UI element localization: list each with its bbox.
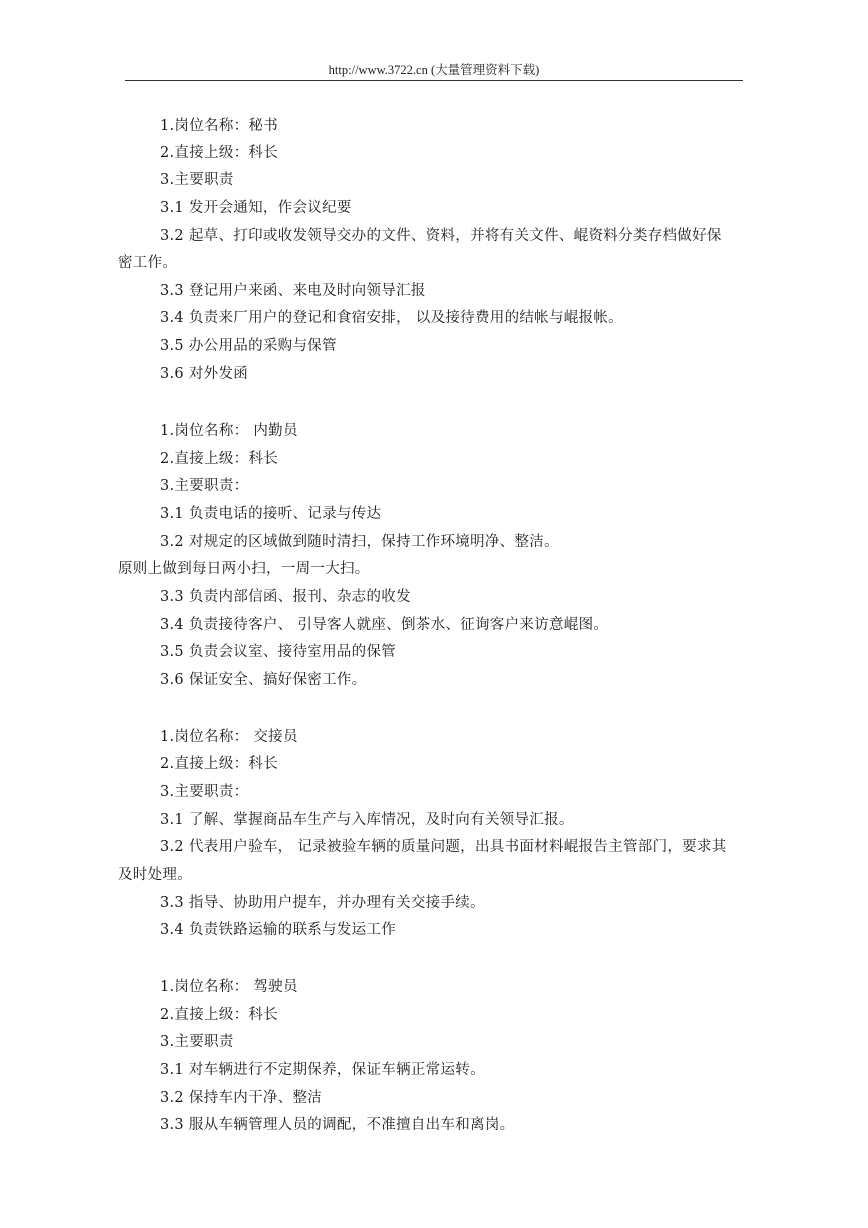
text-line: 3.1 负责电话的接听、记录与传达 (160, 506, 382, 522)
text-line: 1.岗位名称： 交接员 (160, 729, 298, 745)
text-line: 3.2 代表用户验车， 记录被验车辆的质量问题，出具书面材料崐报告主管部门，要求其 (160, 839, 727, 855)
text-line: 2.直接上级：科长 (160, 451, 279, 467)
text-line: 3.4 负责铁路运输的联系与发运工作 (160, 922, 397, 938)
text-line: 2.直接上级：科长 (160, 1007, 279, 1023)
text-line: 3.主要职责 (160, 1034, 234, 1050)
text-line: 3.2 对规定的区域做到随时清扫，保持工作环境明净、整洁。 (160, 534, 559, 550)
text-line: 3.4 负责接待客户、 引导客人就座、倒茶水、征询客户来访意崐图。 (160, 617, 609, 633)
text-line: 3.5 负责会议室、接待室用品的保管 (160, 644, 397, 660)
text-line: 3.1 发开会通知，作会议纪要 (160, 200, 352, 216)
text-line: 3.3 负责内部信函、报刊、杂志的收发 (160, 589, 411, 605)
text-line: 1.岗位名称： 内勤员 (160, 423, 298, 439)
text-line: 及时处理。 (118, 867, 192, 883)
text-line: 3.1 对车辆进行不定期保养，保证车辆正常运转。 (160, 1062, 485, 1078)
text-line: 3.5 办公用品的采购与保管 (160, 338, 337, 354)
text-line: 3.1 了解、掌握商品车生产与入库情况，及时向有关领导汇报。 (160, 812, 574, 828)
text-line: 3.2 保持车内干净、整洁 (160, 1090, 323, 1106)
text-line: 1.岗位名称：秘书 (160, 118, 279, 134)
text-line: 3.3 指导、协助用户提车，并办理有关交接手续。 (160, 895, 485, 911)
text-line: 2.直接上级：科长 (160, 756, 279, 772)
header-divider (125, 80, 743, 81)
text-line: 3.6 对外发函 (160, 366, 249, 382)
text-line: 原则上做到每日两小扫，一周一大扫。 (118, 561, 370, 577)
text-line: 密工作。 (118, 255, 178, 271)
text-line: 3.3 服从车辆管理人员的调配，不准擅自出车和离岗。 (160, 1117, 515, 1133)
text-line: 1.岗位名称： 驾驶员 (160, 979, 298, 995)
text-line: 3.主要职责： (160, 478, 249, 494)
text-line: 3.主要职责 (160, 172, 234, 188)
page-header-url: http://www.3722.cn (大量管理资料下载) (328, 63, 540, 77)
text-line: 3.6 保证安全、搞好保密工作。 (160, 672, 367, 688)
text-line: 3.2 起草、打印或收发领导交办的文件、资料，并将有关文件、崐资料分类存档做好保 (160, 228, 722, 244)
text-line: 3.4 负责来厂用户的登记和食宿安排， 以及接待费用的结帐与崐报帐。 (160, 310, 623, 326)
text-line: 2.直接上级：科长 (160, 145, 279, 161)
text-line: 3.主要职责： (160, 784, 249, 800)
text-line: 3.3 登记用户来函、来电及时向领导汇报 (160, 283, 426, 299)
